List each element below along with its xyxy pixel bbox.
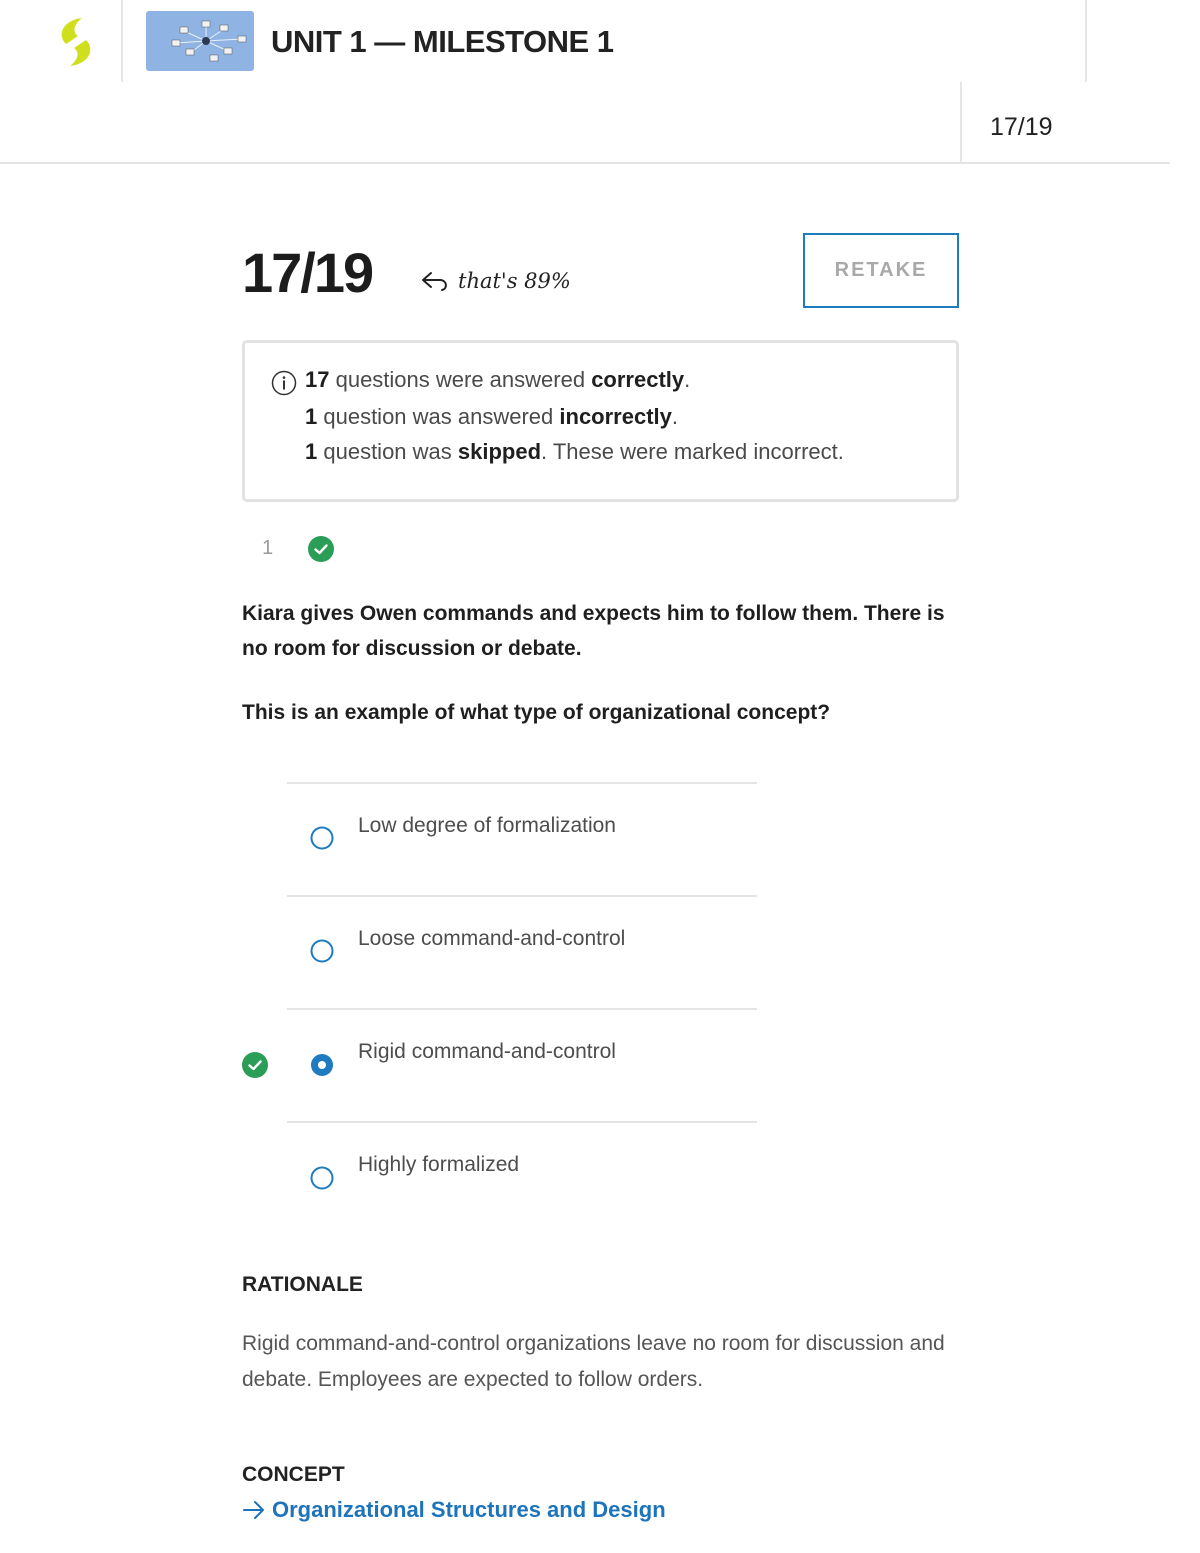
summary-correct-line: 17 questions were answered correctly. bbox=[305, 367, 691, 392]
curved-arrow-icon bbox=[420, 269, 452, 293]
option-label: Loose command-and-control bbox=[358, 927, 626, 950]
radio-unselected-icon[interactable] bbox=[310, 939, 334, 963]
header-divider-right bbox=[1085, 0, 1087, 82]
course-title: UNIT 1 — MILESTONE 1 bbox=[271, 24, 614, 59]
summary-incorrect-line: 1 question was answered incorrectly. bbox=[305, 404, 679, 429]
correct-answer-check-icon bbox=[242, 1052, 268, 1078]
option-divider bbox=[287, 1008, 757, 1010]
network-diagram-icon bbox=[146, 11, 254, 71]
results-summary-box bbox=[242, 340, 959, 502]
concept-heading: CONCEPT bbox=[242, 1463, 345, 1486]
option-divider bbox=[287, 895, 757, 897]
option-divider bbox=[287, 1121, 757, 1123]
correct-check-icon bbox=[308, 536, 334, 562]
option-divider bbox=[287, 782, 757, 784]
radio-unselected-icon[interactable] bbox=[310, 826, 334, 850]
arrow-right-icon bbox=[242, 1499, 266, 1521]
option-label: Highly formalized bbox=[358, 1153, 520, 1176]
option-label: Rigid command-and-control bbox=[358, 1040, 616, 1063]
score-bar-divider bbox=[960, 82, 962, 164]
header-score: 17/19 bbox=[990, 113, 1053, 141]
percent-text: that's 89% bbox=[458, 269, 571, 293]
info-icon bbox=[271, 370, 297, 396]
question-number: 1 bbox=[262, 537, 274, 559]
rationale-text: Rigid command-and-control organizations leave no room for discussion and debate. Employees are expected to follow orders. bbox=[242, 1332, 945, 1391]
concept-link[interactable] bbox=[242, 1497, 666, 1523]
radio-unselected-icon[interactable] bbox=[310, 1166, 334, 1190]
radio-selected-icon[interactable] bbox=[310, 1053, 334, 1077]
course-thumbnail bbox=[146, 11, 254, 71]
option-label: Low degree of formalization bbox=[358, 814, 616, 837]
rationale-heading: RATIONALE bbox=[242, 1273, 363, 1296]
retake-button[interactable]: RETAKE bbox=[803, 233, 959, 308]
percent-note bbox=[420, 265, 571, 297]
question-text: Kiara gives Owen commands and expects him to follow them. There is no room for discussion or debate. bbox=[242, 602, 945, 660]
summary-skipped-line: 1 question was skipped. These were marked incorrect. bbox=[305, 439, 844, 464]
question-prompt: This is an example of what type of organizational concept? bbox=[242, 701, 831, 724]
concept-link-text: Organizational Structures and Design bbox=[272, 1497, 666, 1522]
top-bar bbox=[0, 0, 1200, 82]
score-value: 17/19 bbox=[242, 241, 373, 304]
sophia-logo-icon[interactable] bbox=[52, 14, 100, 70]
header-divider bbox=[121, 0, 123, 82]
